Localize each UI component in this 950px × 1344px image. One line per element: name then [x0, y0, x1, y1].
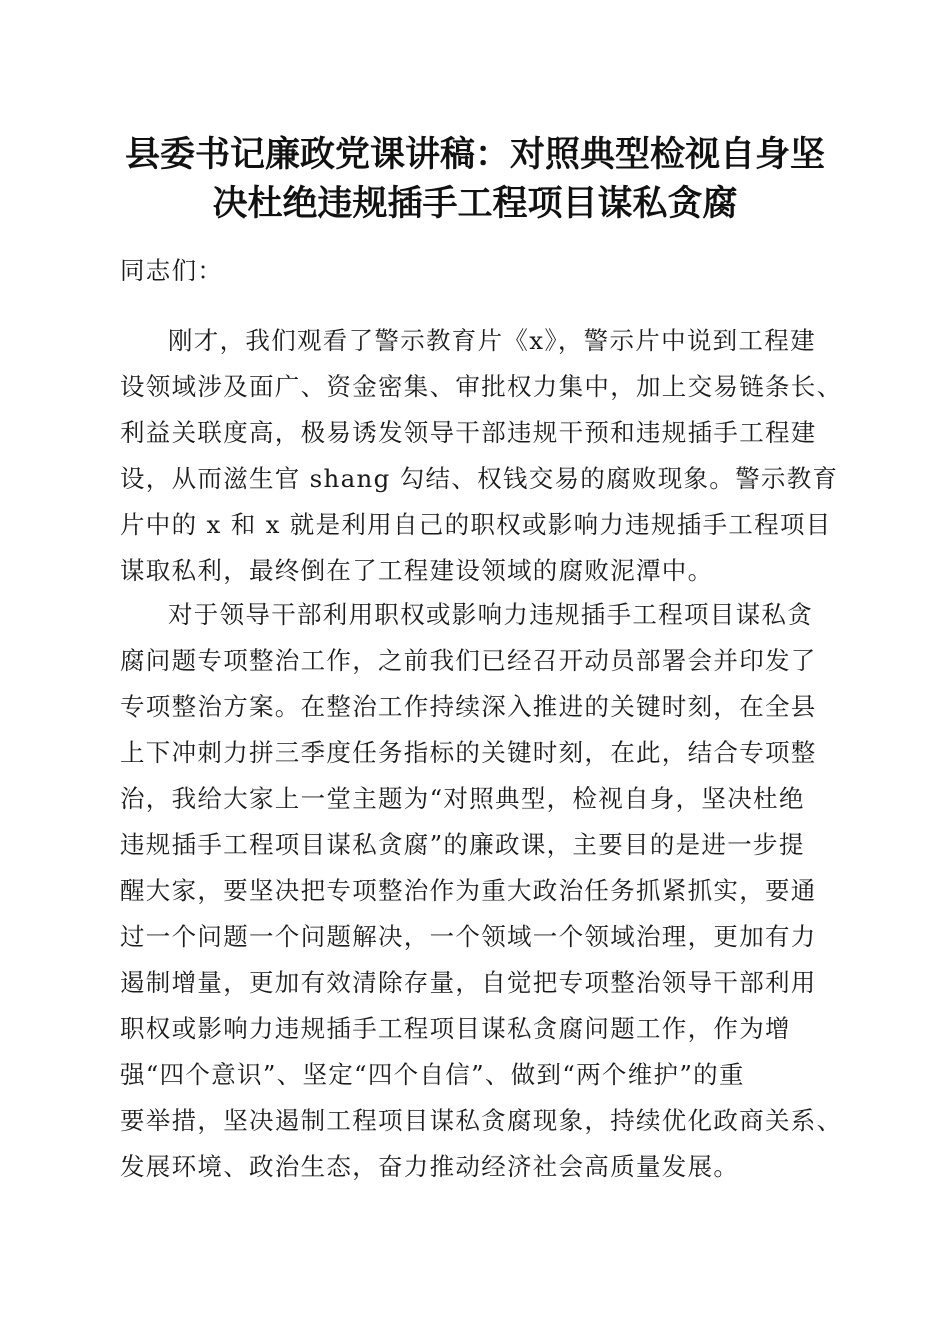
paragraph-2-line: 上下冲刺力拼三季度任务指标的关键时刻，在此，结合专项整 [120, 738, 817, 767]
paragraph-2-line: 职权或影响力违规插手工程项目谋私贪腐问题工作，作为增 [120, 1014, 791, 1043]
paragraph-2-line: 对于领导干部利用职权或影响力违规插手工程项目谋私贪 [168, 600, 813, 629]
paragraph-2-line: 专项整治方案。在整治工作持续深入推进的关键时刻，在全县 [120, 692, 817, 721]
paragraph-1-line: 设领域涉及面广、资金密集、审批权力集中，加上交易链条长、 [120, 372, 843, 401]
paragraph-2-line: 过一个问题一个问题解决，一个领域一个领域治理，更加有力 [120, 922, 817, 951]
paragraph-1-line: 刚才，我们观看了警示教育片《x》，警示片中说到工程建 [168, 326, 816, 355]
paragraph-2-line: 遏制增量，更加有效清除存量，自觉把专项整治领导干部利用 [120, 968, 817, 997]
paragraph-2-line: 违规插手工程项目谋私贪腐”的廉政课，主要目的是进一步提 [120, 830, 805, 859]
paragraph-1-line: 片中的 x 和 x 就是利用自己的职权或影响力违规插手工程项目 [120, 510, 832, 539]
paragraph-2-line: 醒大家，要坚决把专项整治作为重大政治任务抓紧抓实，要通 [120, 876, 817, 905]
document-title-line-1: 县委书记廉政党课讲稿：对照典型检视自身坚 [124, 134, 825, 175]
paragraph-2-line: 腐问题专项整治工作，之前我们已经召开动员部署会并印发了 [120, 646, 817, 675]
paragraph-1-line: 谋取私利，最终倒在了工程建设领域的腐败泥潭中。 [120, 556, 714, 585]
paragraph-1-line: 设，从而滋生官 shang 勾结、权钱交易的腐败现象。警示教育 [120, 464, 839, 493]
paragraph-2-line: 发展环境、政治生态，奋力推动经济社会高质量发展。 [120, 1152, 740, 1181]
paragraph-2-line: 治，我给大家上一堂主题为“对照典型，检视自身，坚决杜绝 [120, 784, 805, 813]
paragraph-1-line: 利益关联度高，极易诱发领导干部违规干预和违规插手工程建 [120, 418, 817, 447]
salutation: 同志们： [120, 256, 224, 285]
paragraph-2-line: 强“四个意识”、坚定“四个自信”、做到“两个维护”的重 [120, 1060, 745, 1089]
paragraph-2-line: 要举措，坚决遏制工程项目谋私贪腐现象，持续优化政商关系、 [120, 1106, 843, 1135]
document-title-line-2: 决杜绝违规插手工程项目谋私贪腐 [212, 183, 738, 224]
